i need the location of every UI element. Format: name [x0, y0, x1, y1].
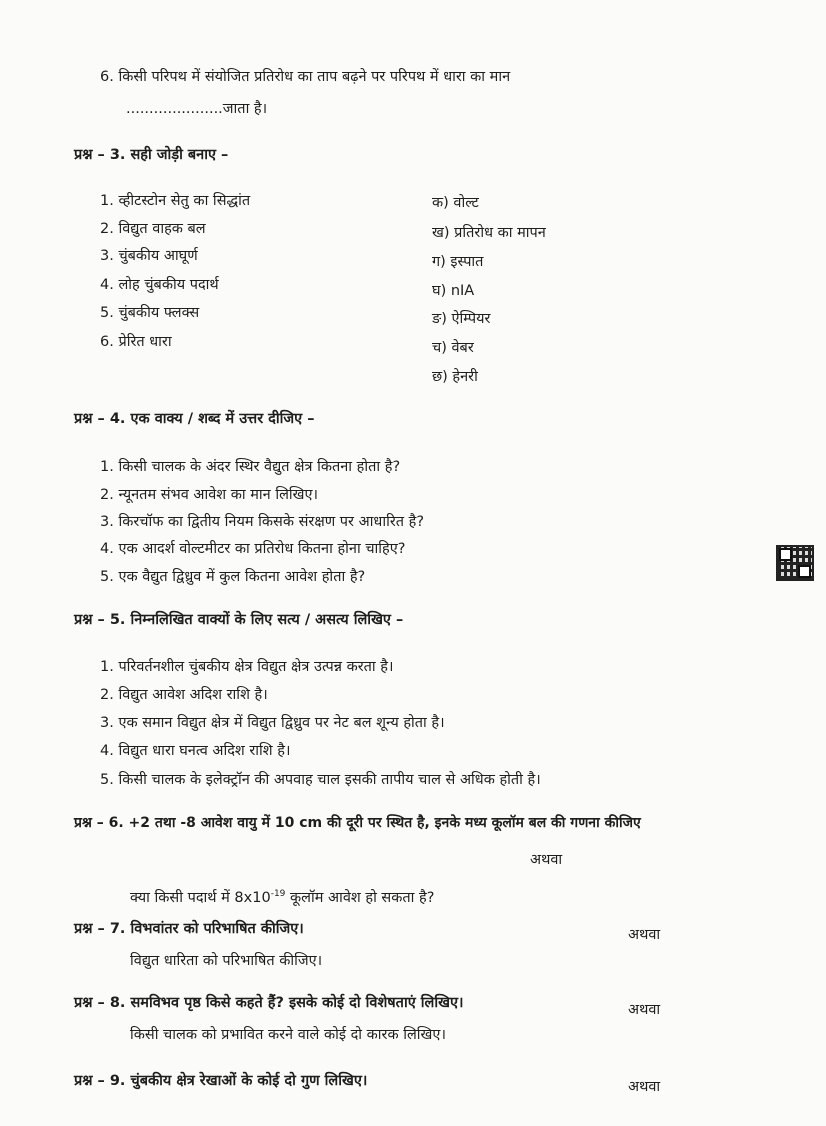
q9-question: प्रश्न – 9. चुंबकीय क्षेत्र रेखाओं के कोई दो गुण लिखिए। [74, 1073, 368, 1089]
q3-right-item: घ) nIA [432, 283, 475, 299]
q3-left-item: 4. लोह चुंबकीय पदार्थ [100, 277, 219, 293]
q3-left-item: 5. चुंबकीय फ्लक्स [100, 305, 200, 321]
q3-heading: प्रश्न – 3. सही जोड़ी बनाए – [74, 147, 229, 163]
q4-heading: प्रश्न – 4. एक वाक्य / शब्द में उत्तर दीजिए – [74, 411, 315, 427]
q8-or: अथवा [628, 1002, 661, 1018]
q3-right-item: छ) हेनरी [432, 369, 478, 385]
qr-code-image [776, 545, 814, 581]
q4-item: 3. किरचॉफ का द्वितीय नियम किसके संरक्षण पर आधारित है? [100, 514, 425, 530]
q4-item: 5. एक वैद्युत द्विध्रुव में कुल कितना आवेश होता है? [100, 569, 366, 585]
q6-or: अथवा [530, 852, 563, 868]
q5-item: 4. विद्युत धारा घनत्व अदिश राशि है। [100, 743, 291, 759]
fill-blank-q6-line1: 6. किसी परिपथ में संयोजित प्रतिरोध का ताप बढ़ने पर परिपथ में धारा का मान [100, 69, 511, 85]
q8-alternative: किसी चालक को प्रभावित करने वाले कोई दो कारक लिखिए। [130, 1027, 446, 1043]
q3-right-item: च) वेबर [432, 340, 474, 356]
q5-item: 3. एक समान विद्युत क्षेत्र में विद्युत द्विध्रुव पर नेट बल शून्य होता है। [100, 715, 445, 731]
q5-item: 2. विद्युत आवेश अदिश राशि है। [100, 687, 268, 703]
q4-item: 4. एक आदर्श वोल्टमीटर का प्रतिरोध कितना होना चाहिए? [100, 541, 406, 557]
q6-alt-exponent: -19 [270, 889, 286, 899]
fill-blank-q6-line2: .....................जाता है। [126, 101, 268, 117]
q5-item: 1. परिवर्तनशील चुंबकीय क्षेत्र विद्युत क्षेत्र उत्पन्न करता है। [100, 659, 394, 675]
q8-question: प्रश्न – 8. समविभव पृष्ठ किसे कहते हैं? इसके कोई दो विशेषताएं लिखिए। [74, 995, 464, 1011]
q3-right-item: ग) इस्पात [432, 254, 484, 270]
q3-left-item: 1. व्हीटस्टोन सेतु का सिद्धांत [100, 193, 251, 209]
q7-question: प्रश्न – 7. विभवांतर को परिभाषित कीजिए। [74, 921, 304, 937]
q3-left-item: 3. चुंबकीय आघूर्ण [100, 248, 198, 264]
q7-alternative: विद्युत धारिता को परिभाषित कीजिए। [130, 953, 323, 969]
q3-right-item: ङ) ऐम्पियर [432, 311, 491, 327]
q4-item: 2. न्यूनतम संभव आवेश का मान लिखिए। [100, 487, 319, 503]
q3-right-item: ख) प्रतिरोध का मापन [432, 225, 546, 241]
q7-or: अथवा [628, 927, 661, 943]
q6-alternative [130, 890, 434, 905]
q6-question: प्रश्न – 6. +2 तथा -8 आवेश वायु में 10 cm की दूरी पर स्थित है, इनके मध्य कूलॉम बल की गणना कीजिए [74, 815, 641, 831]
q3-left-item: 6. प्रेरित धारा [100, 334, 172, 350]
q4-item: 1. किसी चालक के अंदर स्थिर वैद्युत क्षेत्र कितना होता है? [100, 459, 401, 475]
q9-or: अथवा [628, 1079, 661, 1095]
q6-alt-prefix: क्या किसी पदार्थ में 8x10 [130, 889, 271, 906]
q5-item: 5. किसी चालक के इलेक्ट्रॉन की अपवाह चाल इसकी तापीय चाल से अधिक होती है। [100, 772, 541, 788]
q5-heading: प्रश्न – 5. निम्नलिखित वाक्यों के लिए सत्य / असत्य लिखिए – [74, 612, 404, 628]
q3-left-item: 2. विद्युत वाहक बल [100, 221, 206, 237]
q3-right-item: क) वोल्ट [432, 195, 479, 211]
q6-alt-suffix: कूलॉम आवेश हो सकता है? [285, 889, 435, 906]
